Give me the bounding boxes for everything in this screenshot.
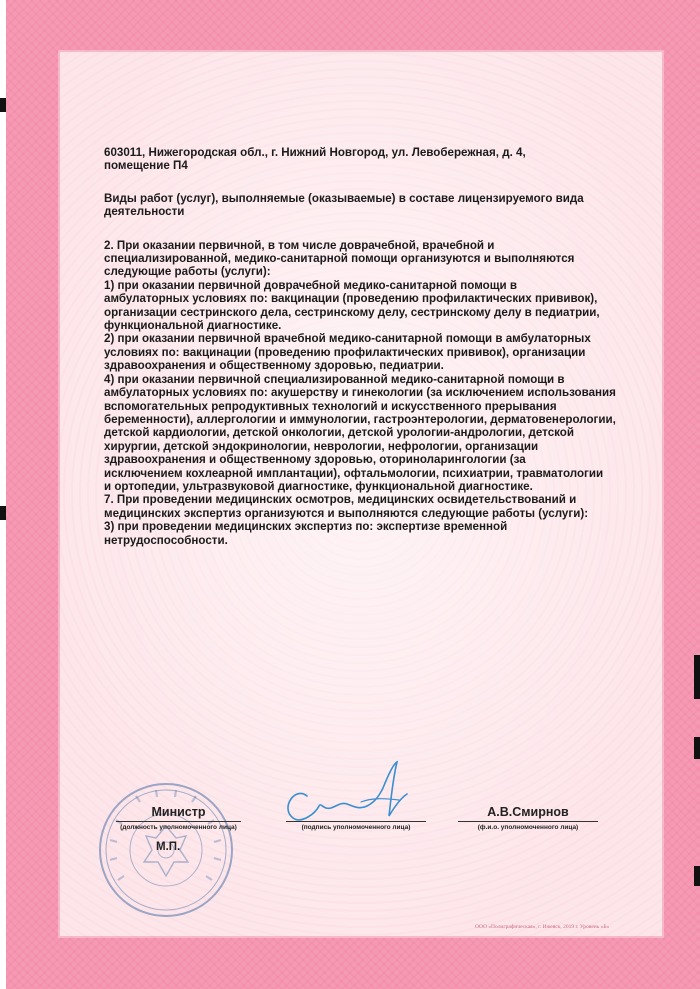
body-line: 2. При оказании первичной, в том числе доврачебной, врачебной и	[104, 238, 495, 252]
document-content	[104, 146, 644, 547]
activity-subtitle	[104, 192, 644, 219]
scan-mark	[694, 737, 700, 759]
position-line	[116, 821, 241, 822]
printer-footer: ООО «Полиграфическая», г. Ижевск, 2019 г. Уровень «Б»	[475, 924, 610, 930]
body-line: хирургии, детской эндокринологии, неврологии, нефрологии, организации	[104, 439, 539, 453]
signature-line	[286, 821, 426, 822]
body-line: амбулаторных условиях по: вакцинации (проведению профилактических прививок),	[104, 292, 598, 306]
body-line: амбулаторных условиях по: акушерству и гинекологии (за исключением использования	[104, 386, 616, 400]
body-line: функциональной диагностике.	[104, 319, 282, 333]
address-line: 603011, Нижегородская обл., г. Нижний Новгород, ул. Левобережная, д. 4,	[104, 146, 526, 159]
body-line: здравоохранения и общественному здоровью, педиатрии.	[104, 359, 444, 373]
name-caption: (ф.и.о. уполномоченного лица)	[477, 824, 579, 831]
name-line	[458, 821, 598, 822]
body-line: специализированной, медико-санитарной помощи организуются и выполняются	[104, 252, 575, 266]
address-block	[104, 146, 644, 173]
services-list	[104, 239, 644, 547]
body-line: беременности), аллергологии и иммунологии, гастроэнтерологии, дерматовенерологии,	[104, 412, 616, 426]
scan-edge	[0, 0, 6, 989]
position-value: Министр	[151, 805, 206, 819]
body-line: 7. При проведении медицинских осмотров, медицинских освидетельствований и	[104, 493, 577, 507]
position-block	[116, 805, 241, 831]
signature-caption: (подпись уполномоченного лица)	[301, 824, 411, 831]
scan-mark	[0, 98, 6, 112]
subtitle-line: Виды работ (услуг), выполняемые (оказываемые) в составе лицензируемого вида	[104, 191, 584, 205]
signature-block	[286, 805, 426, 831]
body-line: вспомогательных репродуктивных технологий и искусственного прерывания	[104, 399, 557, 413]
signatory-name: А.В.Смирнов	[487, 805, 569, 819]
body-line: здравоохранения и общественному здоровью, оториноларингологии (за	[104, 453, 526, 467]
body-line: 3) при проведении медицинских экспертиз по: экспертизе временной	[104, 520, 508, 534]
name-block	[458, 805, 598, 831]
scan-mark	[0, 506, 6, 520]
body-line: условиях по: вакцинации (проведению профилактических прививок), организации	[104, 345, 586, 359]
body-line: детской кардиологии, детской онкологии, детской урологии-андрологии, детской	[104, 426, 575, 440]
body-line: медицинских экспертиз организуются и выполняются следующие работы (услуги):	[104, 506, 589, 520]
body-line: следующие работы (услуги):	[104, 265, 271, 279]
signature-space	[286, 805, 426, 820]
body-line: нетрудоспособности.	[104, 533, 228, 547]
body-line: организации сестринского дела, сестринскому делу, сестринскому делу в педиатрии,	[104, 305, 600, 319]
body-line: 1) при оказании первичной доврачебной медико-санитарной помощи в	[104, 278, 517, 292]
scan-mark	[694, 655, 700, 699]
stamp-label: М.П.	[156, 841, 181, 853]
body-line: 4) при оказании первичной специализированной медико-санитарной помощи в	[104, 372, 565, 386]
address-line: помещение П4	[104, 159, 188, 173]
body-line: и ортопедии, ультразвуковой диагностике, функциональной диагностике.	[104, 479, 533, 493]
body-line: исключением кохлеарной имплантации), офтальмологии, психиатрии, травматологии	[104, 466, 604, 480]
position-caption: (должность уполномоченного лица)	[120, 824, 237, 831]
body-line: 2) при оказании первичной врачебной медико-санитарной помощи в амбулаторных	[104, 332, 591, 346]
subtitle-line: деятельности	[104, 205, 185, 219]
scan-mark	[694, 866, 700, 886]
